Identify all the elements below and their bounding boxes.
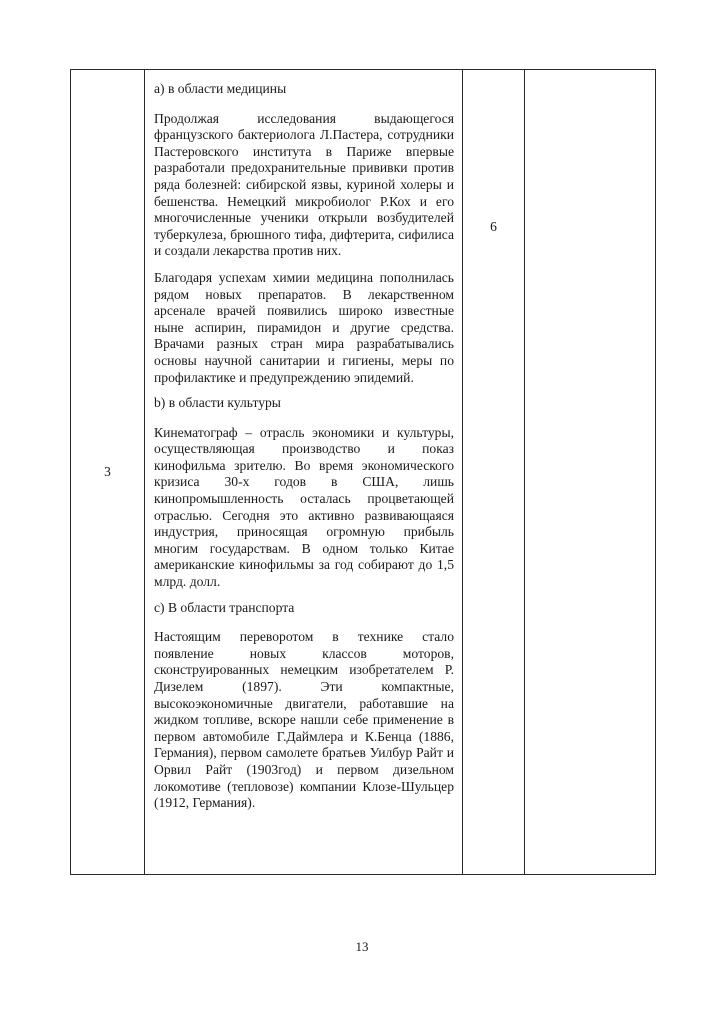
transport-paragraph-1: Настоящим переворотом в технике стало появление новых классов моторов, сконструированных немецким изобретателем Р. Дизелем (1897). Эти компактные, высокоэкономичные двигатели, работавшие на жидком топливе, вскоре нашли себе применение в первом автомобиле Г.Даймлера и К.Бенца (1886, Германия), первом самолете братьев Уилбур Райт и Орвил Райт (1903год) и первом дизельном локомотиве (тепловозе) компании Клозе-Шульцер (1912, Германия). xyxy=(154,629,454,811)
topic-content-cell xyxy=(145,70,463,875)
medicine-paragraph-2: Благодаря успехам химии медицина пополнилась рядом новых препаратов. В лекарственном арсенале врачей появились широко известные ныне аспирин, пирамидон и другие средства. Врачами разных стран мира разрабатывались основы научной санитарии и гигиены, меры по профилактике и предупреждению эпидемий. xyxy=(154,269,454,385)
page-number: 13 xyxy=(355,939,369,954)
empty-cell xyxy=(525,70,656,875)
hours-value: 6 xyxy=(490,219,497,234)
topic-content xyxy=(145,70,462,812)
table-row xyxy=(71,70,656,875)
culture-paragraph-1: Кинематограф – отрасль экономики и культуры, осуществляющая производство и показ кинофильма зрителю. Во время экономического кризиса 30-х годов в США, лишь кинопромышленность осталась процветающей отраслью. Сегодня это активно развивающаяся индустрия, приносящая огромную прибыль многим государствам. В одном только Китае американские кинофильмы за год собирают до 1,5 млрд. долл. xyxy=(154,424,454,590)
section-heading-medicine: a) в области медицины xyxy=(154,81,287,96)
section-heading-culture: b) в области культуры xyxy=(154,395,281,411)
row-number: 3 xyxy=(104,464,111,479)
section-heading-transport: c) В области транспорта xyxy=(154,599,295,615)
row-number-cell xyxy=(71,70,145,875)
medicine-paragraph-1: Продолжая исследования выдающегося французского бактериолога Л.Пастера, сотрудники Пастеровского института в Париже впервые разработали предохранительные прививки против ряда болезней: сибирской язвы, куриной холеры и бешенства. Немецкий микробиолог Р.Кох и его многочисленные ученики открыли возбудителей туберкулеза, брюшного тифа, дифтерита, сифилиса и создали лекарства против них. xyxy=(154,110,454,259)
curriculum-table xyxy=(70,69,656,875)
hours-cell xyxy=(463,70,525,875)
